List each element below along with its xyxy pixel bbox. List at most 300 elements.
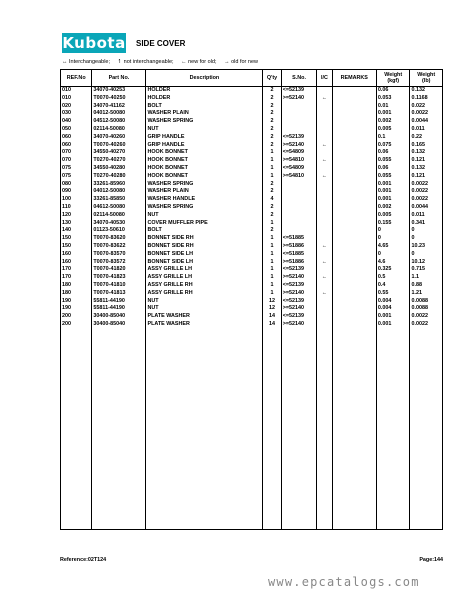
cell-description: BONNET SIDE RH: [146, 235, 263, 243]
cell-description: ASSY GRILLE LH: [146, 274, 263, 282]
cell-qty: 1: [263, 290, 281, 298]
cell-description: PLATE WASHER: [146, 321, 263, 329]
cell-qty: 1: [263, 243, 281, 251]
cell-remarks: [332, 173, 376, 181]
table-row: [61, 173, 443, 181]
cell-weight-kgf: 4.65: [376, 243, 410, 251]
cell-weight-kgf: 0: [376, 227, 410, 235]
cell-remarks: [332, 290, 376, 298]
cell-remarks: [332, 235, 376, 243]
cell-ic: ←: [317, 259, 332, 267]
cell-part-no: 34070-41162: [92, 103, 146, 111]
cell-qty: 2: [263, 188, 281, 196]
table-row: [61, 95, 443, 103]
cell-weight-kgf: 0.001: [376, 181, 410, 189]
cell-remarks: [332, 259, 376, 267]
cell-ic: [317, 235, 332, 243]
table-row: [61, 321, 443, 329]
col-part-no: Part No.: [92, 70, 146, 87]
cell-part-no: T0070-40250: [92, 95, 146, 103]
cell-qty: 2: [263, 103, 281, 111]
cell-description: NUT: [146, 212, 263, 220]
cell-qty: 1: [263, 251, 281, 259]
cell-ref-no: 030: [61, 110, 92, 118]
cell-weight-kgf: 0.001: [376, 313, 410, 321]
cell-remarks: [332, 118, 376, 126]
cell-remarks: [332, 165, 376, 173]
cell-weight-lb: 0.011: [410, 212, 443, 220]
cell-remarks: [332, 305, 376, 313]
cell-ref-no: 050: [61, 126, 92, 134]
cell-qty: 2: [263, 134, 281, 142]
cell-ref-no: 200: [61, 321, 92, 329]
cell-serial-no: <=52139: [281, 313, 317, 321]
cell-description: HOOK BONNET: [146, 165, 263, 173]
cell-description: WASHER SPRING: [146, 204, 263, 212]
cell-weight-lb: 0.0022: [410, 188, 443, 196]
cell-part-no: 04012-50080: [92, 110, 146, 118]
cell-description: HOLDER: [146, 87, 263, 95]
cell-remarks: [332, 134, 376, 142]
cell-part-no: 34070-40260: [92, 134, 146, 142]
cell-description: PLATE WASHER: [146, 313, 263, 321]
cell-remarks: [332, 157, 376, 165]
table-row: [61, 220, 443, 228]
cell-ic: ←: [317, 142, 332, 150]
cell-serial-no: >=52140: [281, 95, 317, 103]
cell-qty: 2: [263, 95, 281, 103]
cell-weight-lb: 0.132: [410, 87, 443, 95]
cell-serial-no: [281, 188, 317, 196]
cell-remarks: [332, 95, 376, 103]
col-serial-no: S.No.: [281, 70, 317, 87]
cell-weight-lb: 0.0088: [410, 305, 443, 313]
col-ref-no: REF.No: [61, 70, 92, 87]
cell-weight-kgf: 0.325: [376, 266, 410, 274]
cell-weight-kgf: 0.001: [376, 321, 410, 329]
cell-weight-lb: 0.1168: [410, 95, 443, 103]
cell-serial-no: >=54810: [281, 173, 317, 181]
cell-description: BOLT: [146, 227, 263, 235]
cell-ref-no: 190: [61, 298, 92, 306]
cell-weight-lb: 1.1: [410, 274, 443, 282]
cell-serial-no: [281, 196, 317, 204]
col-qty: Q'ty: [263, 70, 281, 87]
cell-weight-kgf: 0.4: [376, 282, 410, 290]
cell-description: WASHER PLAIN: [146, 188, 263, 196]
cell-weight-kgf: 0.001: [376, 196, 410, 204]
cell-weight-kgf: 0.055: [376, 173, 410, 181]
cell-description: HOLDER: [146, 95, 263, 103]
cell-qty: 1: [263, 274, 281, 282]
cell-description: NUT: [146, 126, 263, 134]
cell-description: NUT: [146, 305, 263, 313]
cell-weight-lb: 0: [410, 251, 443, 259]
cell-weight-kgf: 0.001: [376, 110, 410, 118]
cell-remarks: [332, 227, 376, 235]
cell-weight-kgf: 0.053: [376, 95, 410, 103]
cell-weight-lb: 0.22: [410, 134, 443, 142]
page-header: [62, 32, 185, 54]
cell-ic: [317, 134, 332, 142]
cell-weight-kgf: 0.01: [376, 103, 410, 111]
table-row: [61, 126, 443, 134]
cell-part-no: 04512-50080: [92, 118, 146, 126]
cell-description: ASSY GRILLE RH: [146, 282, 263, 290]
empty-cell: [410, 329, 443, 530]
cell-part-no: T0070-41823: [92, 274, 146, 282]
cell-weight-lb: 10.23: [410, 243, 443, 251]
cell-serial-no: [281, 204, 317, 212]
cell-weight-kgf: 0.005: [376, 126, 410, 134]
cell-remarks: [332, 313, 376, 321]
table-row: [61, 251, 443, 259]
cell-serial-no: [281, 220, 317, 228]
cell-serial-no: >=51886: [281, 259, 317, 267]
cell-weight-kgf: 0.06: [376, 87, 410, 95]
cell-ic: ←: [317, 95, 332, 103]
empty-cell: [281, 329, 317, 530]
cell-ref-no: 020: [61, 103, 92, 111]
legend-interchangeable: ↔ Interchangeable;: [62, 59, 111, 65]
cell-ref-no: 170: [61, 274, 92, 282]
cell-ic: [317, 196, 332, 204]
cell-remarks: [332, 274, 376, 282]
cell-remarks: [332, 212, 376, 220]
cell-remarks: [332, 142, 376, 150]
cell-remarks: [332, 251, 376, 259]
cell-ref-no: 100: [61, 196, 92, 204]
table-row: [61, 87, 443, 95]
table-row: [61, 157, 443, 165]
cell-weight-kgf: 0.075: [376, 142, 410, 150]
col-ic: I/C: [317, 70, 332, 87]
cell-ic: [317, 149, 332, 157]
cell-description: BONNET SIDE LH: [146, 259, 263, 267]
cell-remarks: [332, 110, 376, 118]
cell-ic: [317, 313, 332, 321]
cell-part-no: T0070-40260: [92, 142, 146, 150]
cell-ic: [317, 126, 332, 134]
empty-cell: [61, 329, 92, 530]
cell-qty: 2: [263, 142, 281, 150]
table-header-row: [61, 70, 443, 87]
cell-weight-lb: 0.88: [410, 282, 443, 290]
cell-serial-no: [281, 118, 317, 126]
cell-remarks: [332, 126, 376, 134]
cell-weight-lb: 0.022: [410, 103, 443, 111]
cell-description: WASHER PLAIN: [146, 110, 263, 118]
empty-cell: [146, 329, 263, 530]
empty-cell: [92, 329, 146, 530]
cell-qty: 2: [263, 87, 281, 95]
cell-ref-no: 075: [61, 165, 92, 173]
cell-weight-lb: 0.0044: [410, 118, 443, 126]
col-weight-kgf: Weight (kgf): [376, 70, 410, 87]
table-row: [61, 181, 443, 189]
cell-ref-no: 170: [61, 266, 92, 274]
col-weight-lb: Weight (lb): [410, 70, 443, 87]
cell-weight-lb: 0.011: [410, 126, 443, 134]
cell-ref-no: 140: [61, 227, 92, 235]
empty-cell: [263, 329, 281, 530]
empty-cell: [317, 329, 332, 530]
cell-qty: 1: [263, 282, 281, 290]
table-row: [61, 118, 443, 126]
table-row: [61, 235, 443, 243]
cell-weight-kgf: 0.06: [376, 165, 410, 173]
cell-ic: [317, 227, 332, 235]
cell-weight-kgf: 0.002: [376, 118, 410, 126]
cell-ref-no: 150: [61, 243, 92, 251]
cell-weight-kgf: 0.1: [376, 134, 410, 142]
cell-ic: [317, 212, 332, 220]
cell-weight-lb: 0.0088: [410, 298, 443, 306]
cell-ic: ←: [317, 173, 332, 181]
cell-weight-kgf: 0.06: [376, 149, 410, 157]
empty-cell: [332, 329, 376, 530]
cell-serial-no: >=52140: [281, 142, 317, 150]
cell-weight-lb: 1.21: [410, 290, 443, 298]
table-row: [61, 188, 443, 196]
cell-ic: [317, 220, 332, 228]
cell-qty: 1: [263, 220, 281, 228]
cell-qty: 4: [263, 196, 281, 204]
cell-weight-kgf: 0.155: [376, 220, 410, 228]
cell-part-no: 04612-50080: [92, 204, 146, 212]
empty-cell: [376, 329, 410, 530]
kubota-logo: Kubota: [62, 34, 126, 52]
cell-serial-no: [281, 181, 317, 189]
cell-ic: [317, 165, 332, 173]
cell-part-no: 01123-50610: [92, 227, 146, 235]
cell-remarks: [332, 103, 376, 111]
cell-description: HOOK BONNET: [146, 157, 263, 165]
cell-serial-no: >=52140: [281, 290, 317, 298]
cell-ref-no: 060: [61, 134, 92, 142]
cell-remarks: [332, 149, 376, 157]
cell-description: BONNET SIDE RH: [146, 243, 263, 251]
cell-ic: [317, 87, 332, 95]
cell-ic: [317, 181, 332, 189]
cell-part-no: 02114-50080: [92, 212, 146, 220]
cell-part-no: 30400-85040: [92, 321, 146, 329]
cell-description: WASHER HANDLE: [146, 196, 263, 204]
table-row: [61, 212, 443, 220]
cell-description: WASHER SPRING: [146, 118, 263, 126]
cell-ref-no: 180: [61, 290, 92, 298]
cell-weight-kgf: 0.55: [376, 290, 410, 298]
cell-ref-no: 010: [61, 95, 92, 103]
cell-qty: 1: [263, 173, 281, 181]
parts-table-body: [61, 87, 443, 530]
table-row: [61, 142, 443, 150]
table-row: [61, 298, 443, 306]
cell-description: HOOK BONNET: [146, 149, 263, 157]
table-row: [61, 134, 443, 142]
cell-part-no: 55811-44190: [92, 305, 146, 313]
cell-description: ASSY GRILLE LH: [146, 266, 263, 274]
cell-serial-no: >=52140: [281, 274, 317, 282]
cell-description: COVER MUFFLER PIPE: [146, 220, 263, 228]
cell-serial-no: [281, 227, 317, 235]
cell-ic: [317, 118, 332, 126]
cell-part-no: 33261-85960: [92, 181, 146, 189]
cell-ref-no: 200: [61, 313, 92, 321]
watermark-text: www.epcatalogs.com: [268, 575, 420, 589]
col-description: Description: [146, 70, 263, 87]
cell-part-no: 02114-50080: [92, 126, 146, 134]
cell-ic: [317, 282, 332, 290]
cell-ic: [317, 298, 332, 306]
cell-qty: 1: [263, 149, 281, 157]
cell-qty: 2: [263, 204, 281, 212]
interchangeability-legend: [62, 59, 264, 65]
cell-serial-no: >=54810: [281, 157, 317, 165]
cell-ref-no: 160: [61, 251, 92, 259]
cell-description: HOOK BONNET: [146, 173, 263, 181]
cell-weight-kgf: 0: [376, 251, 410, 259]
cell-weight-lb: 0.0022: [410, 110, 443, 118]
cell-ref-no: 120: [61, 212, 92, 220]
cell-serial-no: [281, 126, 317, 134]
cell-ref-no: 150: [61, 235, 92, 243]
table-row: [61, 305, 443, 313]
cell-weight-kgf: 0.001: [376, 188, 410, 196]
cell-serial-no: [281, 110, 317, 118]
cell-description: WASHER SPRING: [146, 181, 263, 189]
cell-remarks: [332, 220, 376, 228]
cell-qty: 2: [263, 227, 281, 235]
cell-weight-kgf: 0.055: [376, 157, 410, 165]
cell-part-no: T0070-83622: [92, 243, 146, 251]
table-row: [61, 266, 443, 274]
table-row: [61, 227, 443, 235]
legend-not-interchangeable: ↿ not interchangeable;: [117, 59, 174, 65]
cell-ic: ←: [317, 243, 332, 251]
cell-part-no: T0070-41810: [92, 282, 146, 290]
cell-weight-lb: 10.12: [410, 259, 443, 267]
cell-qty: 2: [263, 212, 281, 220]
cell-weight-lb: 0.0022: [410, 313, 443, 321]
cell-part-no: 04012-50080: [92, 188, 146, 196]
cell-qty: 14: [263, 321, 281, 329]
cell-qty: 2: [263, 118, 281, 126]
cell-qty: 1: [263, 266, 281, 274]
cell-weight-kgf: 4.6: [376, 259, 410, 267]
table-row: [61, 274, 443, 282]
table-row: [61, 149, 443, 157]
cell-ic: [317, 188, 332, 196]
cell-remarks: [332, 321, 376, 329]
cell-serial-no: <=52139: [281, 266, 317, 274]
cell-part-no: T0070-83620: [92, 235, 146, 243]
cell-remarks: [332, 282, 376, 290]
cell-part-no: T0070-41820: [92, 266, 146, 274]
cell-description: NUT: [146, 298, 263, 306]
cell-part-no: 30400-85040: [92, 313, 146, 321]
table-row: [61, 103, 443, 111]
cell-ref-no: 080: [61, 181, 92, 189]
cell-part-no: T0070-83572: [92, 259, 146, 267]
table-row: [61, 243, 443, 251]
cell-weight-kgf: 0.004: [376, 305, 410, 313]
cell-remarks: [332, 243, 376, 251]
cell-qty: 12: [263, 305, 281, 313]
cell-weight-kgf: 0.004: [376, 298, 410, 306]
cell-weight-lb: 0.121: [410, 173, 443, 181]
cell-weight-lb: 0.165: [410, 142, 443, 150]
cell-weight-kgf: 0.002: [376, 204, 410, 212]
cell-qty: 14: [263, 313, 281, 321]
cell-weight-lb: 0.341: [410, 220, 443, 228]
cell-weight-kgf: 0.5: [376, 274, 410, 282]
cell-part-no: 34550-40280: [92, 165, 146, 173]
cell-part-no: 55811-44190: [92, 298, 146, 306]
cell-part-no: 34550-40270: [92, 149, 146, 157]
cell-ic: [317, 321, 332, 329]
cell-ref-no: 010: [61, 87, 92, 95]
cell-ic: [317, 103, 332, 111]
cell-qty: 2: [263, 110, 281, 118]
cell-qty: 1: [263, 157, 281, 165]
cell-weight-lb: 0.0022: [410, 181, 443, 189]
cell-description: GRIP HANDLE: [146, 134, 263, 142]
cell-part-no: T0070-41813: [92, 290, 146, 298]
cell-ref-no: 090: [61, 188, 92, 196]
cell-ref-no: 070: [61, 157, 92, 165]
cell-ref-no: 040: [61, 118, 92, 126]
cell-weight-lb: 0.121: [410, 157, 443, 165]
cell-ic: [317, 251, 332, 259]
table-row: [61, 196, 443, 204]
cell-weight-lb: 0: [410, 235, 443, 243]
cell-serial-no: >=51886: [281, 243, 317, 251]
cell-ic: ←: [317, 290, 332, 298]
table-row: [61, 165, 443, 173]
cell-ref-no: 160: [61, 259, 92, 267]
parts-table: [60, 69, 443, 530]
cell-weight-kgf: 0: [376, 235, 410, 243]
cell-remarks: [332, 196, 376, 204]
page-title: SIDE COVER: [136, 38, 186, 48]
cell-part-no: 34070-40253: [92, 87, 146, 95]
table-row: [61, 282, 443, 290]
cell-serial-no: <=51885: [281, 235, 317, 243]
cell-ref-no: 075: [61, 173, 92, 181]
cell-part-no: T0070-83570: [92, 251, 146, 259]
cell-ic: [317, 266, 332, 274]
col-remarks: REMARKS: [332, 70, 376, 87]
cell-ic: [317, 110, 332, 118]
cell-weight-lb: 0.0022: [410, 321, 443, 329]
cell-description: ASSY GRILLE RH: [146, 290, 263, 298]
cell-serial-no: <=52139: [281, 87, 317, 95]
cell-ic: [317, 204, 332, 212]
table-row: [61, 259, 443, 267]
cell-serial-no: <=54809: [281, 149, 317, 157]
cell-description: GRIP HANDLE: [146, 142, 263, 150]
cell-ref-no: 130: [61, 220, 92, 228]
cell-weight-lb: 0.132: [410, 149, 443, 157]
cell-ref-no: 180: [61, 282, 92, 290]
cell-serial-no: <=52139: [281, 298, 317, 306]
cell-serial-no: <=51885: [281, 251, 317, 259]
page-number: Page:144: [419, 557, 443, 563]
cell-weight-kgf: 0.005: [376, 212, 410, 220]
cell-ref-no: 060: [61, 142, 92, 150]
cell-qty: 2: [263, 126, 281, 134]
